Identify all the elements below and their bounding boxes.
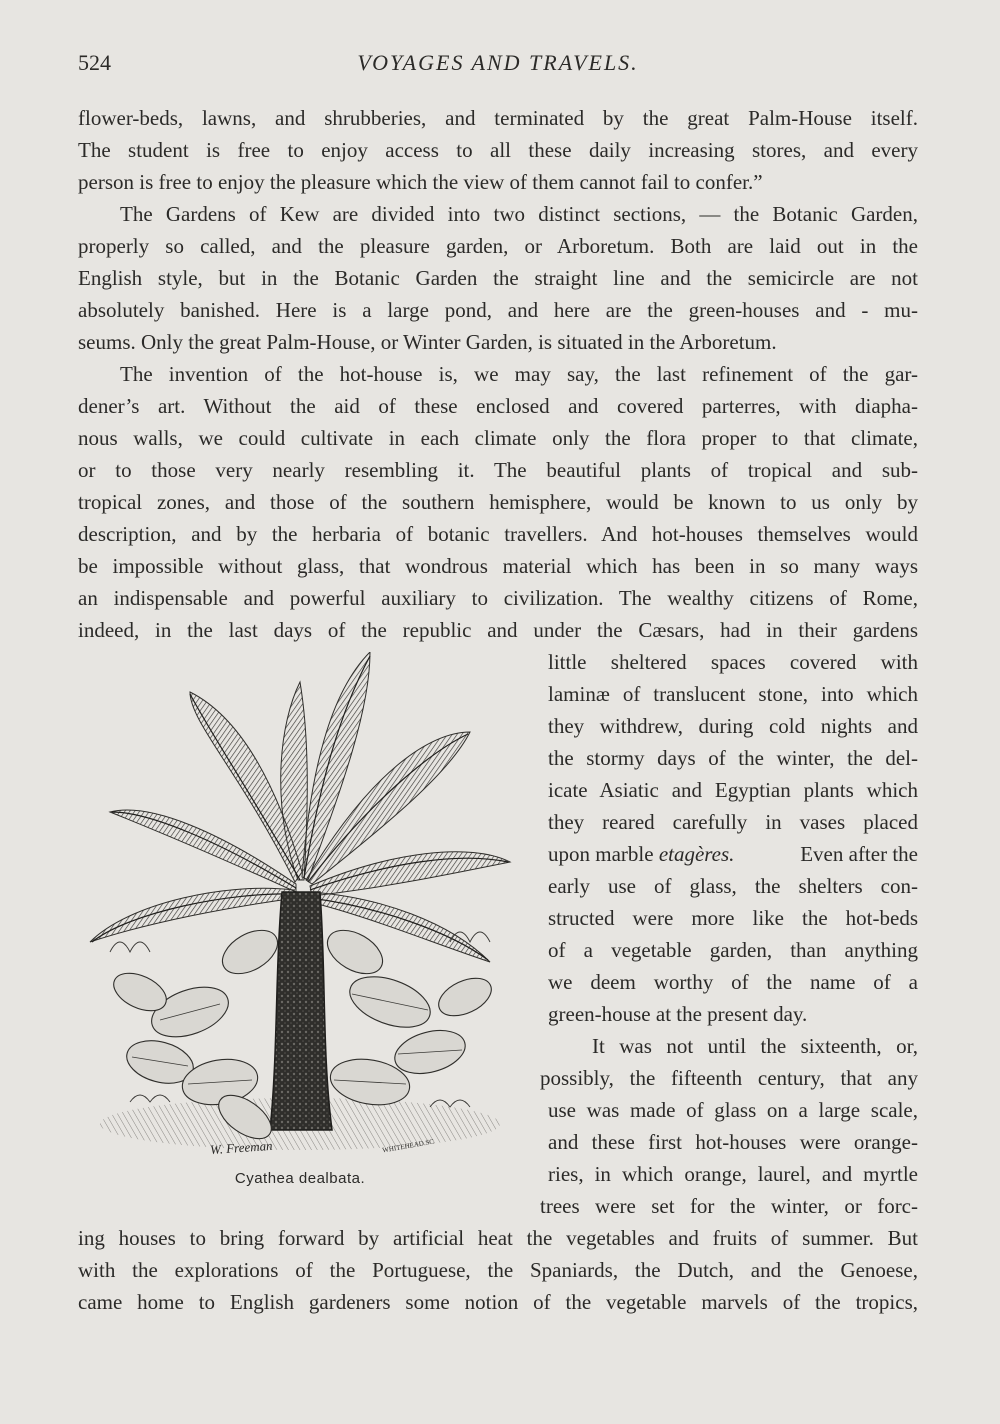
- side-line: early use of glass, the shelters con-: [548, 874, 918, 898]
- side-line: the stormy days of the winter, the del-: [548, 746, 918, 770]
- body-line: or to those very nearly resembling it. The beautiful plants of tropical and sub-: [78, 458, 918, 482]
- body-line: The invention of the hot-house is, we may say, the last refinement of the gar-: [120, 362, 918, 386]
- side-line: ries, in which orange, laurel, and myrtle: [548, 1162, 918, 1186]
- side-line-end: Even after the: [800, 842, 918, 866]
- figure-cyathea: [70, 652, 530, 1197]
- body-line: tropical zones, and those of the southern hemisphere, would be known to us only by: [78, 490, 918, 514]
- figure-caption: Cyathea dealbata.: [234, 1170, 366, 1187]
- tree-fern-illustration: [70, 652, 530, 1162]
- side-line: they withdrew, during cold nights and: [548, 714, 918, 738]
- body-line: came home to English gardeners some notion of the vegetable marvels of the tropics,: [78, 1290, 918, 1314]
- body-line: with the explorations of the Portuguese, the Spaniards, the Dutch, and the Genoese,: [78, 1258, 918, 1282]
- body-line: flower-beds, lawns, and shrubberies, and terminated by the great Palm-House itself.: [78, 106, 918, 130]
- body-line: ing houses to bring forward by artificial heat the vegetables and fruits of summer. But: [78, 1226, 918, 1250]
- body-line: The student is free to enjoy access to all these daily increasing stores, and every: [78, 138, 918, 162]
- body-line: absolutely banished. Here is a large pond, and here are the green-houses and - mu-: [78, 298, 918, 322]
- body-line: be impossible without glass, that wondrous material which has been in so many ways: [78, 554, 918, 578]
- running-title: VOYAGES AND TRAVELS.: [357, 50, 639, 75]
- side-line: of a vegetable garden, than anything: [548, 938, 918, 962]
- body-line: person is free to enjoy the pleasure which the view of them cannot fail to confer.”: [78, 170, 763, 194]
- page-header: [78, 50, 918, 80]
- body-line: an indispensable and powerful auxiliary to civilization. The wealthy citizens of Rome,: [78, 586, 918, 610]
- side-line: structed were more like the hot-beds: [548, 906, 918, 930]
- side-line: [548, 840, 918, 868]
- side-line: possibly, the fifteenth century, that any: [540, 1066, 918, 1090]
- body-line: properly so called, and the pleasure garden, or Arboretum. Both are laid out in the: [78, 234, 918, 258]
- side-line: little sheltered spaces covered with: [548, 650, 918, 674]
- side-line: we deem worthy of the name of a: [548, 970, 918, 994]
- side-line-start: upon marble: [548, 842, 654, 866]
- artist-signature: W. Freeman: [209, 1137, 274, 1158]
- body-line: dener’s art. Without the aid of these enclosed and covered parterres, with diapha-: [78, 394, 918, 418]
- body-line: indeed, in the last days of the republic and under the Cæsars, had in their gardens: [78, 618, 918, 642]
- side-line: they reared carefully in vases placed: [548, 810, 918, 834]
- body-line: nous walls, we could cultivate in each climate only the flora proper to that climate,: [78, 426, 918, 450]
- side-line: and these first hot-houses were orange-: [548, 1130, 918, 1154]
- body-line: seums. Only the great Palm-House, or Winter Garden, is situated in the Arboretum.: [78, 330, 777, 354]
- italic-word: etagères.: [658, 842, 735, 866]
- body-line: English style, but in the Botanic Garden the straight line and the semicircle are not: [78, 266, 918, 290]
- side-line: trees were set for the winter, or forc-: [540, 1194, 918, 1218]
- side-line: green-house at the present day.: [548, 1002, 808, 1026]
- side-line: It was not until the sixteenth, or,: [592, 1034, 918, 1058]
- side-line: laminæ of translucent stone, into which: [548, 682, 918, 706]
- engraver-signature: WHITEHEAD.SC: [381, 1137, 435, 1155]
- body-line: description, and by the herbaria of botanic travellers. And hot-houses themselves would: [78, 522, 918, 546]
- side-line: icate Asiatic and Egyptian plants which: [548, 778, 918, 802]
- page-number: 524: [78, 50, 111, 75]
- side-line: use was made of glass on a large scale,: [548, 1098, 918, 1122]
- body-line: The Gardens of Kew are divided into two distinct sections, — the Botanic Garden,: [120, 202, 918, 226]
